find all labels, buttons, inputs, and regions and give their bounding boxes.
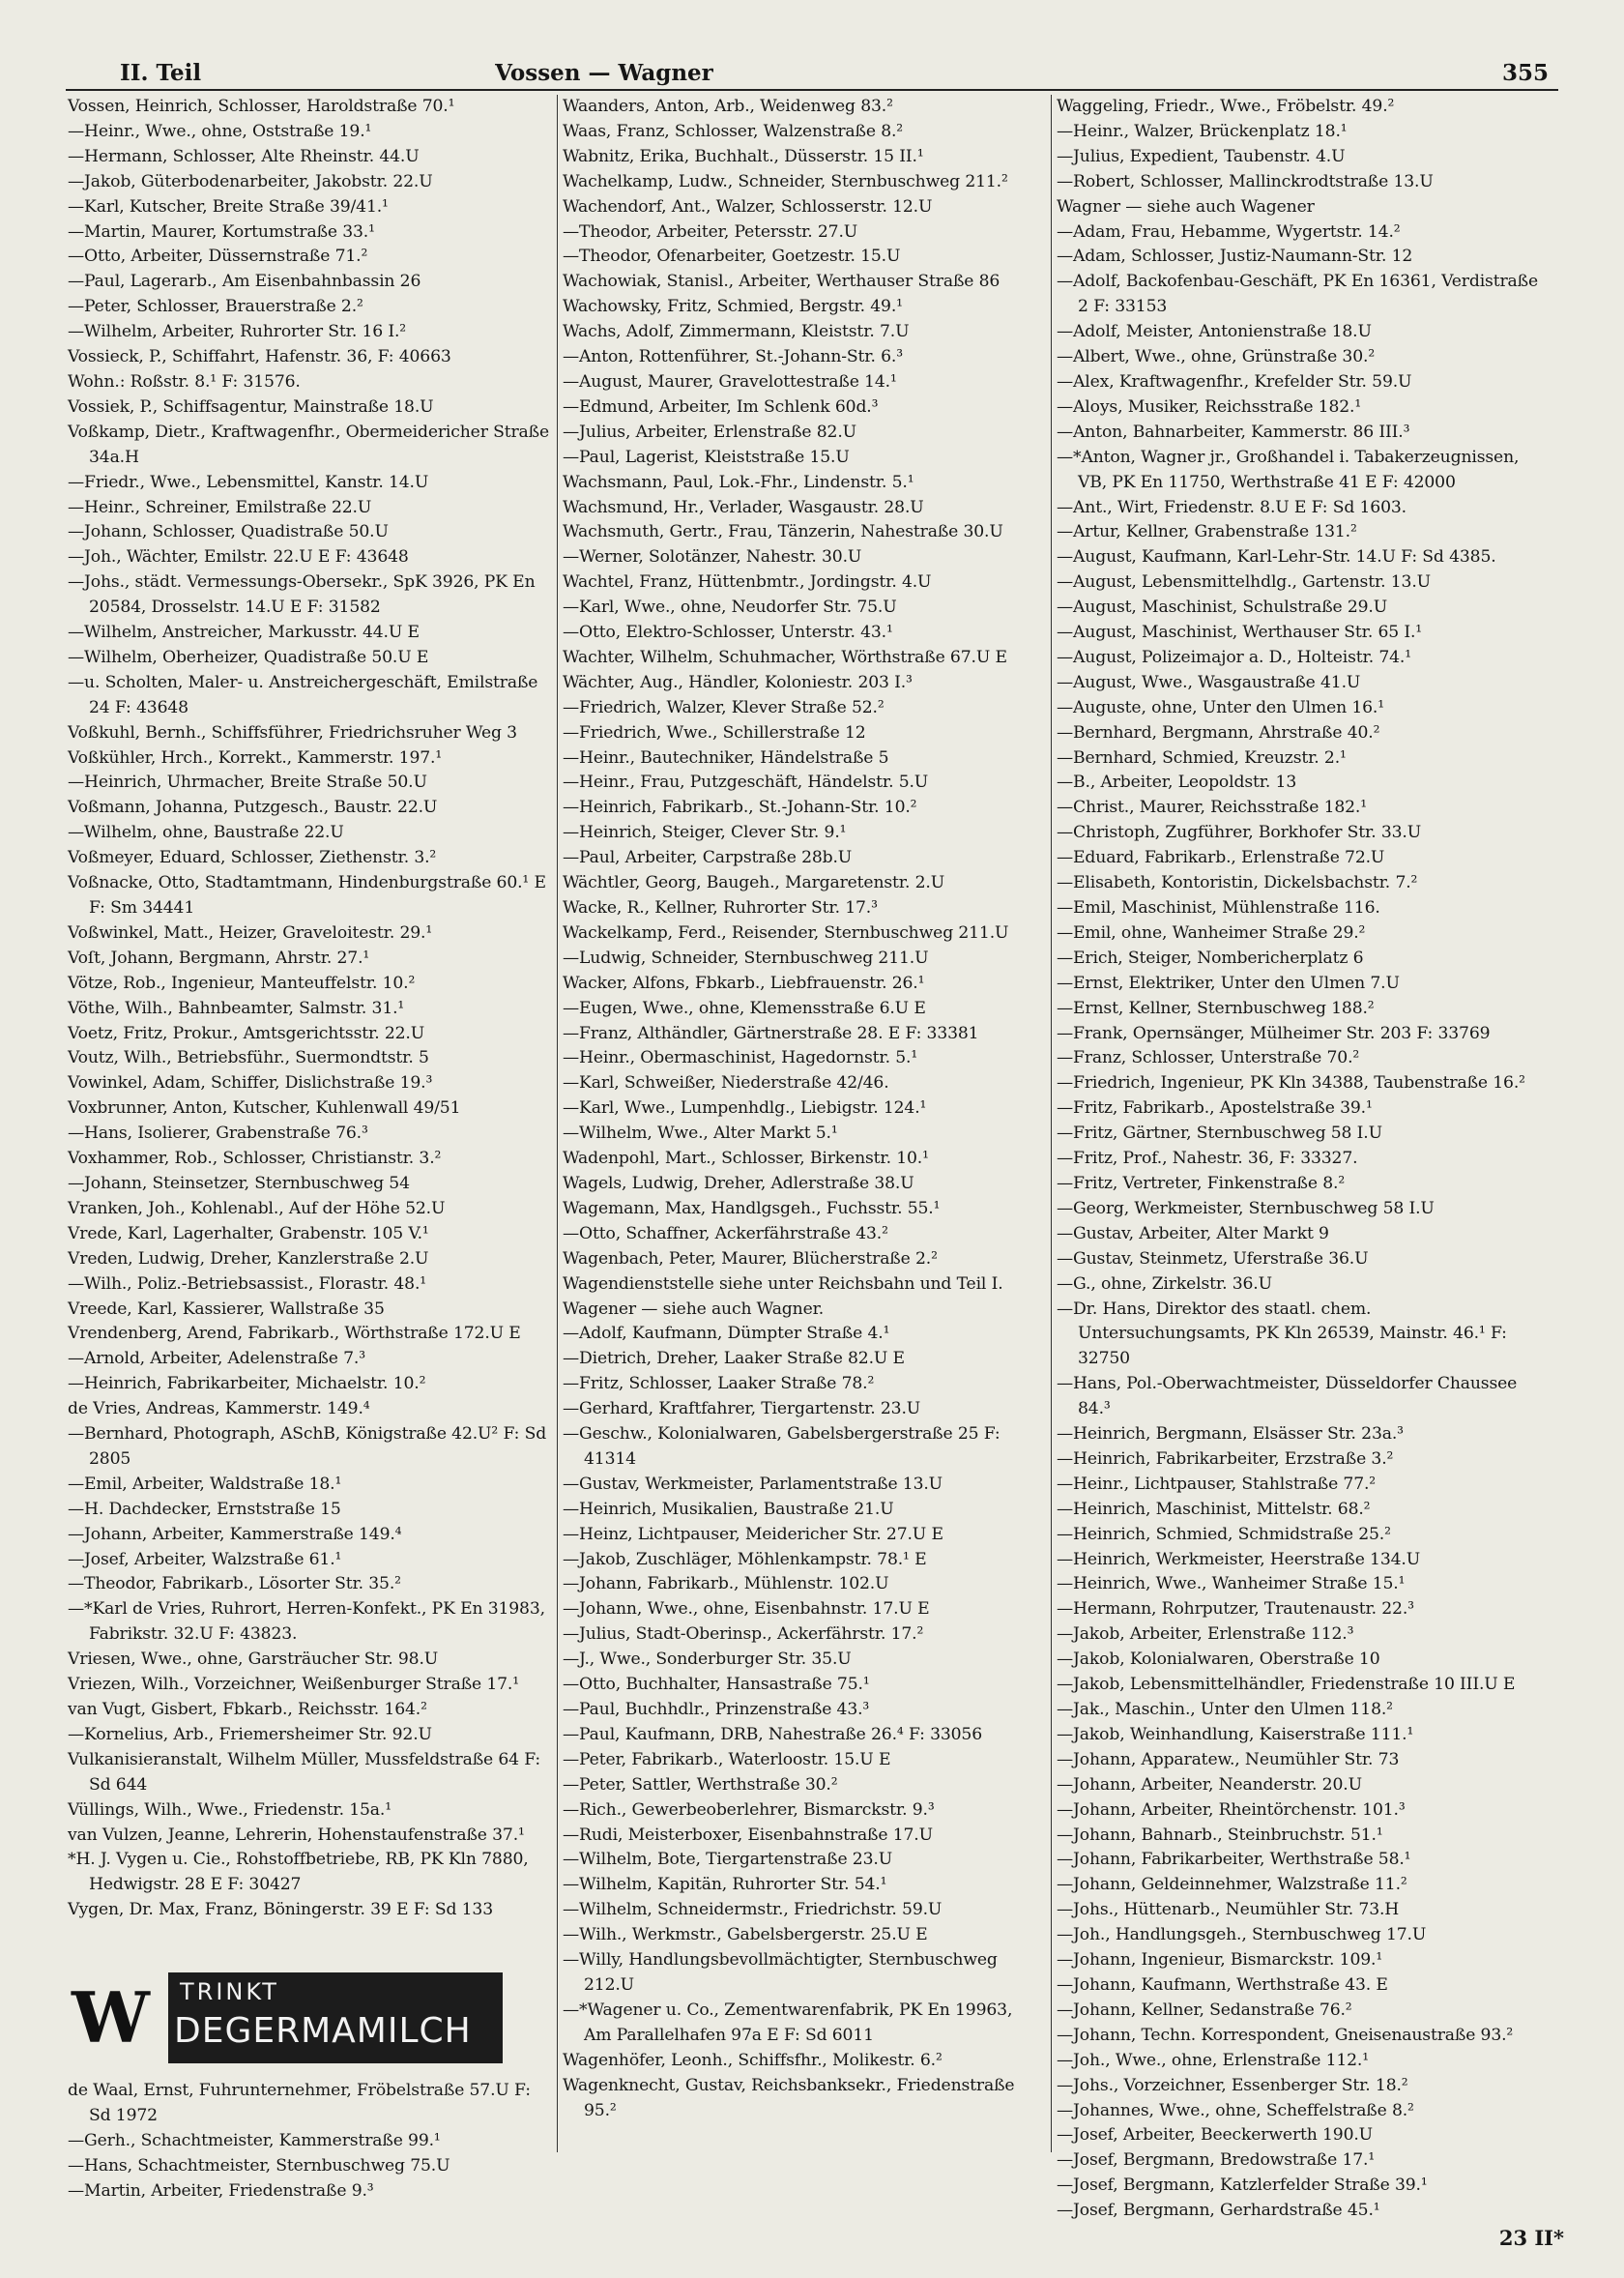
directory-entry: Wabnitz, Erika, Buchhalt., Düsserstr. 15 II.¹ (563, 146, 924, 166)
directory-column-2 (563, 95, 1044, 2145)
directory-entry: Wagemann, Max, Handlgsgeh., Fuchsstr. 55.¹ (563, 1198, 941, 1218)
directory-entry: —Gerh., Schachtmeister, Kammerstraße 99.¹ (68, 2130, 441, 2150)
directory-entry: —Paul, Arbeiter, Carpstraße 28b.U (563, 848, 853, 868)
part-label: II. Teil (120, 60, 202, 86)
directory-entry: —Gustav, Steinmetz, Uferstraße 36.U (1057, 1248, 1369, 1269)
directory-entry: Wackelkamp, Ferd., Reisender, Sternbuschweg 211.U (563, 922, 1009, 943)
directory-entry: —Johann, Apparatew., Neumühler Str. 73 (1057, 1749, 1400, 1769)
directory-entry: Wachter, Wilhelm, Schuhmacher, Wörthstraße 67.U E (563, 647, 1007, 667)
directory-entry: —Edmund, Arbeiter, Im Schlenk 60d.³ (563, 396, 879, 417)
directory-entry: —Josef, Arbeiter, Walzstraße 61.¹ (68, 1549, 342, 1569)
directory-entry: —Hermann, Rohrputzer, Trautenaustr. 22.³ (1057, 1599, 1414, 1620)
directory-entry: —Adolf, Backofenbau-Geschäft, PK En 16361, Verdistraße 2 F: 33153 (1057, 272, 1538, 317)
directory-entry: —Wilhelm, Kapitän, Ruhrorter Str. 54.¹ (563, 1875, 887, 1895)
directory-entry: —Alex, Kraftwagenfhr., Krefelder Str. 59.U (1057, 371, 1412, 392)
directory-entry: —Karl, Wwe., ohne, Neudorfer Str. 75.U (563, 598, 897, 618)
directory-entry: —Heinrich, Fabrikarbeiter, Michaelstr. 10.² (68, 1374, 426, 1394)
directory-entry: —Kornelius, Arb., Friemersheimer Str. 92.U (68, 1724, 432, 1744)
directory-entry: Wachsmuth, Gertr., Frau, Tänzerin, Nahestraße 30.U (563, 522, 1003, 542)
directory-entry: —Martin, Maurer, Kortumstraße 33.¹ (68, 221, 375, 242)
directory-entry: Wacke, R., Kellner, Ruhrorter Str. 17.³ (563, 898, 878, 918)
sheet-signature: 23 II* (1498, 2226, 1564, 2250)
directory-entry: —Gustav, Werkmeister, Parlamentstraße 13.U (563, 1474, 943, 1494)
directory-entry: —Heinrich, Musikalien, Baustraße 21.U (563, 1499, 894, 1519)
directory-entry: —Bernhard, Bergmann, Ahrstraße 40.² (1057, 722, 1380, 743)
directory-entry: —Ernst, Kellner, Sternbuschweg 188.² (1057, 998, 1375, 1018)
directory-entry: Wachsmann, Paul, Lok.-Fhr., Lindenstr. 5.¹ (563, 472, 914, 492)
directory-entry: —Ernst, Elektriker, Unter den Ulmen 7.U (1057, 973, 1400, 993)
directory-entry: Vrede, Karl, Lagerhalter, Grabenstr. 105 V.¹ (68, 1223, 429, 1243)
directory-entry: —Wilhelm, Bote, Tiergartenstraße 23.U (563, 1850, 893, 1870)
directory-entry: —Heinr., Obermaschinist, Hagedornstr. 5.¹ (563, 1048, 918, 1068)
directory-entry: de Waal, Ernst, Fuhrunternehmer, Fröbelstraße 57.U F: Sd 1972 (68, 2081, 531, 2125)
directory-entry: —*Wagener u. Co., Zementwarenfabrik, PK En 19963, Am Parallelhafen 97a E F: Sd 6011 (563, 2000, 1013, 2045)
directory-entry: —Johann, Arbeiter, Kammerstraße 149.⁴ (68, 1524, 402, 1544)
directory-entry: —Emil, Arbeiter, Waldstraße 18.¹ (68, 1474, 342, 1494)
directory-entry: Vreede, Karl, Kassierer, Wallstraße 35 (68, 1299, 385, 1319)
directory-entry: —Hans, Pol.-Oberwachtmeister, Düsseldorfer Chaussee 84.³ (1057, 1374, 1518, 1419)
directory-entry: —Heinrich, Fabrikarb., St.-Johann-Str. 10.² (563, 798, 917, 818)
directory-entry: Wadenpohl, Mart., Schlosser, Birkenstr. 10.¹ (563, 1149, 929, 1169)
directory-entry: —Eugen, Wwe., ohne, Klemensstraße 6.U E (563, 998, 926, 1018)
directory-entry: —Peter, Schlosser, Brauerstraße 2.² (68, 297, 363, 317)
directory-entry: —Auguste, ohne, Unter den Ulmen 16.¹ (1057, 697, 1384, 717)
directory-entry: —August, Maurer, Gravelottestraße 14.¹ (563, 371, 897, 392)
directory-entry: —Adolf, Kaufmann, Dümpter Straße 4.¹ (563, 1324, 890, 1344)
directory-entry: Wachowiak, Stanisl., Arbeiter, Werthauser Straße 86 (563, 272, 1000, 292)
directory-entry: —Fritz, Fabrikarb., Apostelstraße 39.¹ (1057, 1098, 1373, 1119)
directory-entry: Voßmann, Johanna, Putzgesch., Baustr. 22.U (68, 798, 438, 818)
directory-entry: —Jak., Maschin., Unter den Ulmen 118.² (1057, 1700, 1393, 1719)
directory-entry: Voßkühler, Hrch., Korrekt., Kammerstr. 197.¹ (68, 747, 443, 768)
directory-entry: —Ludwig, Schneider, Sternbuschweg 211.U (563, 948, 929, 968)
directory-entry: —Hans, Isolierer, Grabenstraße 76.³ (68, 1124, 368, 1144)
directory-entry: —Hermann, Schlosser, Alte Rheinstr. 44.U (68, 146, 420, 166)
directory-entry: Voßmeyer, Eduard, Schlosser, Ziethenstr. 3.² (68, 848, 437, 868)
directory-entry: Wagenknecht, Gustav, Reichsbanksekr., Friedenstraße 95.² (563, 2075, 1015, 2120)
directory-entry: —Johannes, Wwe., ohne, Scheffelstraße 8.² (1057, 2100, 1414, 2120)
directory-entry: Wachendorf, Ant., Walzer, Schlosserstr. 12.U (563, 196, 933, 217)
directory-entry: Vygen, Dr. Max, Franz, Böningerstr. 39 E F: Sd 133 (68, 1900, 493, 1920)
directory-entry: Vriesen, Wwe., ohne, Garsträucher Str. 98.U (68, 1650, 439, 1670)
directory-entry: —Wilhelm, Schneidermstr., Friedrichstr. 59.U (563, 1900, 942, 1920)
directory-entry: —Georg, Werkmeister, Sternbuschweg 58 I.U (1057, 1198, 1435, 1218)
directory-entry: —Jakob, Arbeiter, Erlenstraße 112.³ (1057, 1624, 1354, 1645)
directory-entry: —August, Maschinist, Werthauser Str. 65 I.¹ (1057, 623, 1423, 643)
directory-entry: —Dietrich, Dreher, Laaker Straße 82.U E (563, 1349, 905, 1369)
directory-entry: —Bernhard, Schmied, Kreuzstr. 2.¹ (1057, 747, 1347, 768)
directory-entry: —Heinr., Schreiner, Emilstraße 22.U (68, 497, 372, 517)
directory-entry: —Aloys, Musiker, Reichsstraße 182.¹ (1057, 396, 1362, 417)
directory-entry: —Franz, Schlosser, Unterstraße 70.² (1057, 1048, 1360, 1068)
directory-entry: —Heinrich, Werkmeister, Heerstraße 134.U (1057, 1549, 1421, 1569)
directory-entry: —Anton, Rottenführer, St.-Johann-Str. 6.³ (563, 347, 903, 367)
directory-entry: —Otto, Arbeiter, Düssernstraße 71.² (68, 247, 368, 267)
directory-entry: —August, Polizeimajor a. D., Holteistr. 74.¹ (1057, 647, 1411, 667)
directory-entry: —Josef, Bergmann, Bredowstraße 17.¹ (1057, 2150, 1376, 2171)
directory-entry: —Emil, ohne, Wanheimer Straße 29.² (1057, 922, 1366, 943)
directory-entry: Wächter, Aug., Händler, Koloniestr. 203 I.³ (563, 672, 913, 692)
directory-entry: *H. J. Vygen u. Cie., Rohstoffbetriebe, RB, PK Kln 7880, Hedwigstr. 28 E F: 30427 (68, 1850, 529, 1895)
directory-entry: —Johann, Techn. Korrespondent, Gneisenaustraße 93.² (1057, 2025, 1514, 2045)
directory-entry: —August, Lebensmittelhdlg., Gartenstr. 13.U (1057, 572, 1431, 593)
directory-entry: Voxhammer, Rob., Schlosser, Christianstr. 3.² (68, 1149, 442, 1169)
ad-brand: DEGERMAMILCH (174, 2011, 472, 2051)
directory-entry: Vranken, Joh., Kohlenabl., Auf der Höhe 52.U (68, 1198, 446, 1218)
directory-entry: —Albert, Wwe., ohne, Grünstraße 30.² (1057, 347, 1376, 367)
directory-entry: Vulkanisieranstalt, Wilhelm Müller, Mussfeldstraße 64 F: Sd 644 (68, 1749, 541, 1795)
directory-entry: van Vulzen, Jeanne, Lehrerin, Hohenstaufenstraße 37.¹ (68, 1825, 525, 1845)
directory-entry: —Ant., Wirt, Friedenstr. 8.U E F: Sd 1603. (1057, 497, 1406, 517)
directory-entry: —Johann, Ingenieur, Bismarckstr. 109.¹ (1057, 1950, 1383, 1971)
directory-entry: —Adam, Schlosser, Justiz-Naumann-Str. 12 (1057, 247, 1413, 267)
directory-entry: —Heinrich, Bergmann, Elsässer Str. 23a.³ (1057, 1424, 1404, 1445)
ad-box (168, 1972, 503, 2063)
directory-entry: —Hans, Schachtmeister, Sternbuschweg 75.U (68, 2155, 450, 2176)
directory-entry: —G., ohne, Zirkelstr. 36.U (1057, 1273, 1272, 1294)
directory-entry: —Werner, Solotänzer, Nahestr. 30.U (563, 547, 862, 568)
directory-entry: —Karl, Kutscher, Breite Straße 39/41.¹ (68, 196, 389, 217)
directory-entry: —Arnold, Arbeiter, Adelenstraße 7.³ (68, 1349, 365, 1369)
directory-entry: Waanders, Anton, Arb., Weidenweg 83.² (563, 97, 893, 116)
directory-entry: Wagenhöfer, Leonh., Schiffsfhr., Molikestr. 6.² (563, 2050, 942, 2070)
directory-entry: Voſt, Johann, Bergmann, Ahrstr. 27.¹ (68, 948, 370, 968)
directory-entry: —Emil, Maschinist, Mühlenstraße 116. (1057, 898, 1380, 918)
directory-entry: Voxbrunner, Anton, Kutscher, Kuhlenwall 49/51 (68, 1098, 461, 1119)
directory-entry: —B., Arbeiter, Leopoldstr. 13 (1057, 773, 1297, 793)
directory-entry: Waggeling, Friedr., Wwe., Fröbelstr. 49.² (1057, 97, 1395, 116)
directory-entry: Voutz, Wilh., Betriebsführ., Suermondtstr. 5 (68, 1048, 429, 1068)
directory-entry: —Joh., Wächter, Emilstr. 22.U E F: 43648 (68, 547, 409, 568)
directory-entry: Vreden, Ludwig, Dreher, Kanzlerstraße 2.U (68, 1248, 429, 1269)
directory-entry: Vötze, Rob., Ingenieur, Manteuffelstr. 10.² (68, 973, 416, 993)
directory-entry: —*Anton, Wagner jr., Großhandel i. Tabakerzeugnissen, VB, PK En 11750, Werthstraße 41 E F: 42000 (1057, 447, 1520, 492)
directory-entry: —Julius, Stadt-Oberinsp., Ackerfährstr. 17.² (563, 1624, 924, 1645)
directory-entry: —Dr. Hans, Direktor des staatl. chem. Untersuchungsamts, PK Kln 26539, Mainstr. 46.¹ F: 32750 (1057, 1299, 1507, 1369)
directory-entry: —Heinrich, Schmied, Schmidstraße 25.² (1057, 1524, 1391, 1544)
header-rule (66, 89, 1558, 91)
directory-entry: —Robert, Schlosser, Mallinckrodtstraße 13.U (1057, 171, 1434, 191)
directory-entry: —Gustav, Arbeiter, Alter Markt 9 (1057, 1223, 1329, 1243)
directory-entry: —Friedrich, Wwe., Schillerstraße 12 (563, 722, 866, 743)
directory-entry: —Heinrich, Fabrikarbeiter, Erzstraße 3.² (1057, 1448, 1394, 1469)
directory-entry: Voetz, Fritz, Prokur., Amtsgerichtsstr. 22.U (68, 1023, 425, 1043)
directory-entry: —Johs., Vorzeichner, Essenberger Str. 18.² (1057, 2075, 1408, 2095)
directory-entry: —Johann, Fabrikarb., Mühlenstr. 102.U (563, 1574, 889, 1594)
directory-entry: —Jakob, Lebensmittelhändler, Friedenstraße 10 III.U E (1057, 1675, 1516, 1695)
directory-entry: —Jakob, Weinhandlung, Kaiserstraße 111.¹ (1057, 1724, 1414, 1744)
directory-entry: Wächtler, Georg, Baugeh., Margaretenstr. 2.U (563, 873, 945, 893)
directory-column-1 (68, 95, 549, 1969)
directory-entry: —Friedrich, Ingenieur, PK Kln 34388, Taubenstraße 16.² (1057, 1073, 1525, 1094)
directory-entry: Wachs, Adolf, Zimmermann, Kleiststr. 7.U (563, 322, 910, 342)
directory-entry: —Johann, Bahnarb., Steinbruchstr. 51.¹ (1057, 1825, 1383, 1845)
directory-entry: Wachowsky, Fritz, Schmied, Bergstr. 49.¹ (563, 297, 903, 317)
directory-entry: Voßkuhl, Bernh., Schiffsführer, Friedrichsruher Weg 3 (68, 722, 517, 743)
directory-entry: —Heinr., Lichtpauser, Stahlstraße 77.² (1057, 1474, 1377, 1494)
column-divider (1051, 95, 1052, 2152)
directory-entry: —August, Kaufmann, Karl-Lehr-Str. 14.U F: Sd 4385. (1057, 547, 1496, 568)
ad-monogram: W (72, 1976, 150, 2059)
directory-entry: —Otto, Schaffner, Ackerfährstraße 43.² (563, 1223, 888, 1243)
directory-entry: Vriezen, Wilh., Vorzeichner, Weißenburger Straße 17.¹ (68, 1675, 519, 1695)
directory-entry: Vrendenberg, Arend, Fabrikarb., Wörthstraße 172.U E (68, 1324, 521, 1344)
directory-entry: —Franz, Althändler, Gärtnerstraße 28. E F: 33381 (563, 1023, 979, 1043)
directory-entry: —Peter, Sattler, Werthstraße 30.² (563, 1774, 838, 1795)
directory-entry: Vüllings, Wilh., Wwe., Friedenstr. 15a.¹ (68, 1799, 392, 1820)
directory-entry: —Johann, Fabrikarbeiter, Werthstraße 58.¹ (1057, 1850, 1411, 1870)
directory-entry: —August, Maschinist, Schulstraße 29.U (1057, 598, 1388, 618)
directory-entry: —Theodor, Fabrikarb., Lösorter Str. 35.² (68, 1574, 401, 1594)
directory-entry: —Wilh., Poliz.-Betriebsassist., Florastr. 48.¹ (68, 1273, 426, 1294)
directory-entry: Vossieck, P., Schiffahrt, Hafenstr. 36, F: 40663 (68, 347, 451, 367)
directory-entry: —Johann, Steinsetzer, Sternbuschweg 54 (68, 1173, 410, 1193)
directory-entry: —Wilhelm, Arbeiter, Ruhrorter Str. 16 I.² (68, 322, 407, 342)
directory-entry: —Fritz, Schlosser, Laaker Straße 78.² (563, 1374, 875, 1394)
directory-entry: —Karl, Schweißer, Niederstraße 42/46. (563, 1073, 889, 1094)
directory-entry: —Johann, Geldeinnehmer, Walzstraße 11.² (1057, 1875, 1407, 1895)
directory-entry: —Christ., Maurer, Reichsstraße 182.¹ (1057, 798, 1367, 818)
directory-entry: Wagels, Ludwig, Dreher, Adlerstraße 38.U (563, 1173, 914, 1193)
directory-entry: —Frank, Opernsänger, Mülheimer Str. 203 F: 33769 (1057, 1023, 1491, 1043)
directory-entry: —Heinr., Frau, Putzgeschäft, Händelstr. 5.U (563, 773, 929, 793)
directory-entry: —Wilhelm, Oberheizer, Quadistraße 50.U E (68, 647, 429, 667)
directory-entry: —Rich., Gewerbeoberlehrer, Bismarckstr. 9.³ (563, 1799, 935, 1820)
directory-entry: Wohn.: Roßstr. 8.¹ F: 31576. (68, 371, 301, 392)
directory-entry: —Johann, Arbeiter, Rheintörchenstr. 101.³ (1057, 1799, 1406, 1820)
directory-entry: —Elisabeth, Kontoristin, Dickelsbachstr. 7.² (1057, 873, 1418, 893)
directory-entry: —Paul, Buchhdlr., Prinzenstraße 43.³ (563, 1700, 870, 1719)
directory-entry: —Otto, Buchhalter, Hansastraße 75.¹ (563, 1675, 870, 1695)
directory-entry: —Otto, Elektro-Schlosser, Unterstr. 43.¹ (563, 623, 893, 643)
directory-entry: —Johann, Wwe., ohne, Eisenbahnstr. 17.U E (563, 1599, 930, 1620)
directory-entry: —Paul, Kaufmann, DRB, Nahestraße 26.⁴ F: 33056 (563, 1724, 982, 1744)
directory-entry: —Adam, Frau, Hebamme, Wygertstr. 14.² (1057, 221, 1401, 242)
directory-entry: —Heinr., Walzer, Brückenplatz 18.¹ (1057, 121, 1348, 141)
directory-entry: —August, Wwe., Wasgaustraße 41.U (1057, 672, 1361, 692)
directory-entry: —Theodor, Arbeiter, Petersstr. 27.U (563, 221, 858, 242)
directory-entry: —Heinrich, Steiger, Clever Str. 9.¹ (563, 823, 847, 843)
directory-entry: Wagendienststelle siehe unter Reichsbahn und Teil I. (563, 1273, 1003, 1294)
directory-entry: —Eduard, Fabrikarb., Erlenstraße 72.U (1057, 848, 1385, 868)
directory-entry: Vossen, Heinrich, Schlosser, Haroldstraße 70.¹ (68, 97, 455, 116)
directory-column-3 (1057, 95, 1538, 2221)
directory-entry: —Rudi, Meisterboxer, Eisenbahnstraße 17.U (563, 1825, 933, 1845)
directory-entry: —Johann, Kellner, Sedanstraße 76.² (1057, 2000, 1352, 2020)
directory-entry: —Heinrich, Maschinist, Mittelstr. 68.² (1057, 1499, 1371, 1519)
directory-entry: —Artur, Kellner, Grabenstraße 131.² (1057, 522, 1357, 542)
directory-entry: Vowinkel, Adam, Schiffer, Dislichstraße 19.³ (68, 1073, 433, 1094)
directory-entry: —H. Dachdecker, Ernststraße 15 (68, 1499, 341, 1519)
running-head: Vossen — Wagner (495, 60, 713, 86)
directory-entry: —Bernhard, Photograph, ASchB, Königstraße 42.U² F: Sd 2805 (68, 1424, 547, 1469)
directory-entry: —Josef, Bergmann, Gerhardstraße 45.¹ (1057, 2201, 1380, 2221)
directory-entry: —Johann, Schlosser, Quadistraße 50.U (68, 522, 389, 542)
directory-entry: —Peter, Fabrikarb., Waterloostr. 15.U E (563, 1749, 891, 1769)
directory-entry: —Heinrich, Wwe., Wanheimer Straße 15.¹ (1057, 1574, 1406, 1594)
directory-entry: —Heinz, Lichtpauser, Meidericher Str. 27.U E (563, 1524, 943, 1544)
directory-entry: —Heinr., Bautechniker, Händelstraße 5 (563, 747, 889, 768)
directory-entry: Vossiek, P., Schiffsagentur, Mainstraße 18.U (68, 396, 434, 417)
directory-entry: —Julius, Arbeiter, Erlenstraße 82.U (563, 422, 856, 442)
directory-entry: —Friedr., Wwe., Lebensmittel, Kanstr. 14.U (68, 472, 429, 492)
directory-entry: —Johann, Arbeiter, Neanderstr. 20.U (1057, 1774, 1362, 1795)
directory-entry: —Jakob, Güterbodenarbeiter, Jakobstr. 22.U (68, 171, 433, 191)
ad-slogan: TRINKT (180, 1978, 279, 2005)
directory-entry: —Julius, Expedient, Taubenstr. 4.U (1057, 146, 1346, 166)
directory-entry: —Johs., städt. Vermessungs-Obersekr., SpK 3926, PK En 20584, Drosselstr. 14.U E F: 31582 (68, 572, 536, 618)
directory-entry: —*Karl de Vries, Ruhrort, Herren-Konfekt., PK En 31983, Fabrikstr. 32.U F: 43823. (68, 1599, 545, 1645)
page-header (68, 52, 1556, 91)
directory-entry: van Vugt, Gisbert, Fbkarb., Reichsstr. 164.² (68, 1700, 427, 1719)
directory-entry: Waas, Franz, Schlosser, Walzenstraße 8.² (563, 121, 904, 141)
directory-entry: —Geschw., Kolonialwaren, Gabelsbergerstraße 25 F: 41314 (563, 1424, 1000, 1469)
directory-entry: —Paul, Lagerarb., Am Eisenbahnbassin 26 (68, 272, 421, 292)
directory-entry: —Joh., Handlungsgeh., Sternbuschweg 17.U (1057, 1925, 1427, 1945)
directory-entry: —Wilh., Werkmstr., Gabelsbergerstr. 25.U E (563, 1925, 928, 1945)
directory-entry: Vöthe, Wilh., Bahnbeamter, Salmstr. 31.¹ (68, 998, 405, 1018)
directory-entry: —Paul, Lagerist, Kleiststraße 15.U (563, 447, 850, 467)
directory-entry: —Gerhard, Kraftfahrer, Tiergartenstr. 23.U (563, 1399, 921, 1419)
directory-entry: —Johann, Kaufmann, Werthstraße 43. E (1057, 1974, 1388, 1995)
directory-entry: —Jakob, Zuschläger, Möhlenkampstr. 78.¹ E (563, 1549, 927, 1569)
directory-entry: —Johs., Hüttenarb., Neumühler Str. 73.H (1057, 1900, 1400, 1920)
directory-entry: —Willy, Handlungsbevollmächtigter, Sternbuschweg 212.U (563, 1950, 998, 1995)
directory-entry: —Joh., Wwe., ohne, Erlenstraße 112.¹ (1057, 2050, 1369, 2070)
directory-entry: Wacker, Alfons, Fbkarb., Liebfrauenstr. 26.¹ (563, 973, 925, 993)
directory-entry: —Josef, Arbeiter, Beeckerwerth 190.U (1057, 2125, 1374, 2146)
directory-entry: Voßwinkel, Matt., Heizer, Graveloitestr. 29.¹ (68, 922, 433, 943)
directory-entry: Wachsmund, Hr., Verlader, Wasgaustr. 28.U (563, 497, 924, 517)
directory-entry: —Theodor, Ofenarbeiter, Goetzestr. 15.U (563, 247, 901, 267)
directory-entry: —Martin, Arbeiter, Friedenstraße 9.³ (68, 2180, 374, 2201)
directory-entry: —Heinrich, Uhrmacher, Breite Straße 50.U (68, 773, 427, 793)
directory-entry: —Karl, Wwe., Lumpenhdlg., Liebigstr. 124.¹ (563, 1098, 927, 1119)
directory-entry: —Fritz, Gärtner, Sternbuschweg 58 I.U (1057, 1124, 1382, 1144)
directory-entry: Wagenbach, Peter, Maurer, Blücherstraße 2.² (563, 1248, 938, 1269)
column-divider (557, 95, 558, 2152)
directory-column-1-continued (68, 2079, 549, 2205)
directory-entry: —Fritz, Prof., Nahestr. 36, F: 33327. (1057, 1149, 1358, 1169)
directory-entry: —Wilhelm, Wwe., Alter Markt 5.¹ (563, 1124, 838, 1144)
directory-entry: —Friedrich, Walzer, Klever Straße 52.² (563, 697, 884, 717)
directory-entry: —Anton, Bahnarbeiter, Kammerstr. 86 III.³ (1057, 422, 1410, 442)
directory-entry: Voßnacke, Otto, Stadtamtmann, Hindenburgstraße 60.¹ E F: Sm 34441 (68, 873, 546, 918)
directory-entry: de Vries, Andreas, Kammerstr. 149.⁴ (68, 1399, 370, 1419)
directory-entry: —Wilhelm, Anstreicher, Markusstr. 44.U E (68, 623, 420, 643)
directory-entry: —Christoph, Zugführer, Borkhofer Str. 33.U (1057, 823, 1422, 843)
page-number: 355 (1501, 60, 1549, 86)
directory-entry: —Fritz, Vertreter, Finkenstraße 8.² (1057, 1173, 1346, 1193)
directory-entry: Wagner — siehe auch Wagener (1057, 196, 1315, 217)
directory-entry: —Jakob, Kolonialwaren, Oberstraße 10 (1057, 1650, 1380, 1670)
directory-entry: —J., Wwe., Sonderburger Str. 35.U (563, 1650, 852, 1670)
directory-entry: Wagener — siehe auch Wagner. (563, 1299, 825, 1319)
directory-entry: —Heinr., Wwe., ohne, Oststraße 19.¹ (68, 121, 372, 141)
directory-entry: Voßkamp, Dietr., Kraftwagenfhr., Obermeidericher Straße 34a.H (68, 422, 549, 467)
directory-entry: —Josef, Bergmann, Katzlerfelder Straße 39.¹ (1057, 2176, 1428, 2196)
directory-entry: —Adolf, Meister, Antonienstraße 18.U (1057, 322, 1372, 342)
directory-entry: —Wilhelm, ohne, Baustraße 22.U (68, 823, 344, 843)
directory-entry: —Erich, Steiger, Nombericherplatz 6 (1057, 948, 1364, 968)
directory-entry: Wachtel, Franz, Hüttenbmtr., Jordingstr. 4.U (563, 572, 932, 593)
directory-entry: —u. Scholten, Maler- u. Anstreichergeschäft, Emilstraße 24 F: 43648 (68, 672, 538, 717)
directory-entry: Wachelkamp, Ludw., Schneider, Sternbuschweg 211.² (563, 171, 1008, 191)
advertisement (68, 1972, 549, 2063)
